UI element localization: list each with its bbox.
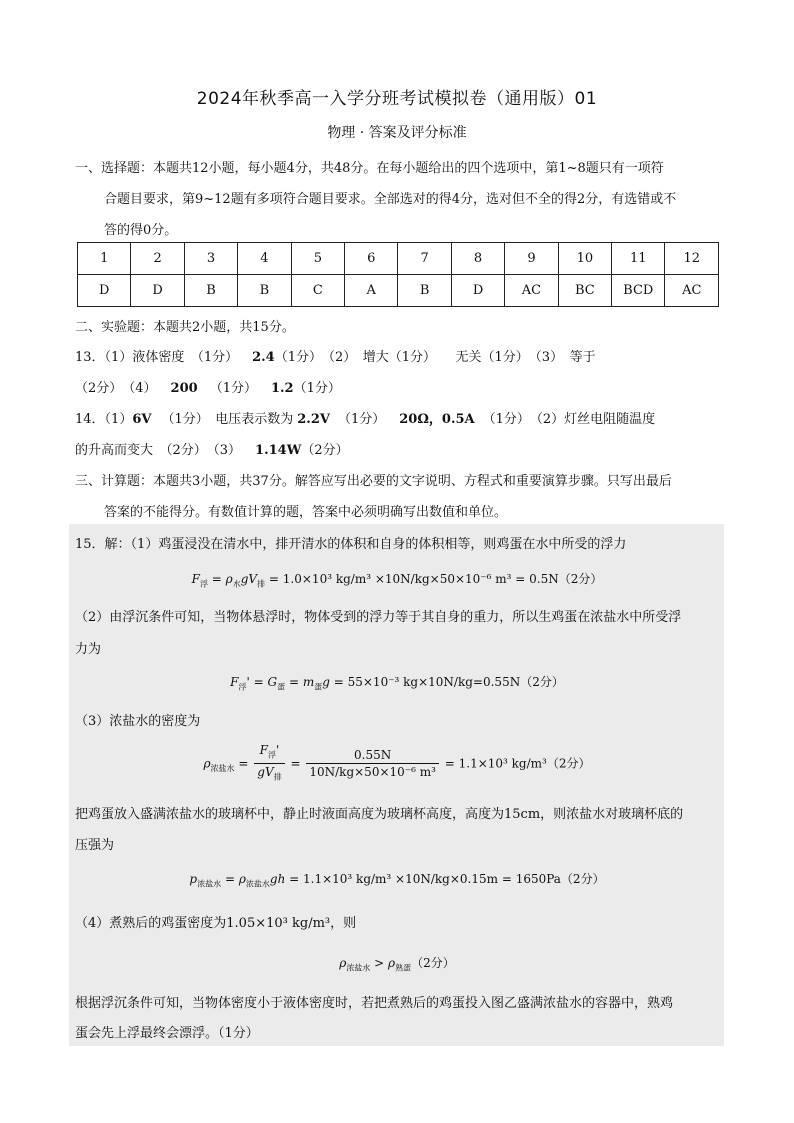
q15-step4-line1: 把鸡蛋放入盛满浓盐水的玻璃杯中，静止时液面高度为玻璃杯高度，高度为15cm，则浓盐水对玻璃杯底的 [75, 807, 684, 822]
answer-cell: D [131, 275, 184, 307]
q15-equation-1: $F_浮 = \rho_水gV_排 = 1.0\times 10^3$ kg/m³ ×10N/kg×50×10⁻⁶ m³ = 0.5N（2分） [191, 572, 603, 589]
fraction: $\frac{F_浮'}{gV_排}$ [254, 742, 284, 786]
q15-step6-line1: 根据浮沉条件可知，当物体密度小于液体密度时，若把煮熟后的鸡蛋投入图乙盛满浓盐水的容器中，熟鸡 [75, 996, 674, 1011]
q15-step3: （3）浓盐水的密度为 [75, 714, 201, 729]
q15-equation-4: $p_{浓盐水} = \rho_{浓盐水}gh = 1.1\times 10^3$ kg/m³ ×10N/kg×0.15m = 1650Pa（2分） [189, 872, 605, 889]
fraction: $\frac{0.55N}{\text{10N/kg×50×10⁻⁶ m³}}$ [306, 747, 439, 780]
question-number: 3 [184, 243, 237, 275]
q13-value: 200 [170, 381, 198, 396]
answer-cell: B [184, 275, 237, 307]
section3-line2: 答案的不能得分。有数值计算的题，答案中必须明确写出数值和单位。 [104, 505, 508, 520]
section3-line1: 三、计算题：本题共3小题，共37分。解答应写出必要的文字说明、方程式和重要演算步骤。只写出最后 [75, 474, 672, 489]
q14-value: 2.2V [297, 412, 330, 427]
q13-value: 1.2 [270, 381, 294, 396]
question-number: 2 [131, 243, 184, 275]
page-subtitle: 物理 · 答案及评分标准 [327, 125, 467, 141]
question-number: 5 [291, 243, 344, 275]
page-title: 2024年秋季高一入学分班考试模拟卷（通用版）01 [196, 89, 598, 109]
q15-equation-3: $\rho_{浓盐水}$ = $\frac{F_浮'}{gV_排}$ = $\frac{0.55N}{\text{10N/kg×50×10⁻⁶ m³}}$ = 1.1×10³ kg/m³（2分） [0, 742, 794, 786]
q15-step2-line1: （2）由浮沉条件可知，当物体悬浮时，物体受到的浮力等于其自身的重力，所以生鸡蛋在浓盐水中所受浮 [75, 610, 682, 625]
section1-line3: 答的得0分。 [104, 223, 178, 238]
question-number: 12 [665, 243, 719, 275]
q14-value: 20Ω，0.5A [399, 412, 475, 427]
q15-step5: （4）煮熟后的鸡蛋密度为1.05×10³ kg/m³，则 [75, 916, 357, 931]
q15-step6-line2: 蛋会先上浮最终会漂浮。（1分） [75, 1026, 259, 1041]
question-number: 4 [238, 243, 291, 275]
answer-table [77, 242, 719, 307]
question-number: 10 [558, 243, 611, 275]
q15-step1: 15．解：（1）鸡蛋浸没在清水中，排开清水的体积和自身的体积相等，则鸡蛋在水中所受的浮力 [75, 537, 627, 552]
answer-cell: AC [665, 275, 719, 307]
answer-table-answer-row [78, 275, 719, 307]
answer-cell: AC [505, 275, 558, 307]
question-number: 6 [345, 243, 398, 275]
answer-cell: C [291, 275, 344, 307]
question-number: 8 [451, 243, 504, 275]
answer-cell: B [398, 275, 451, 307]
q13-value: 2.4 [252, 350, 275, 365]
answer-cell: BC [558, 275, 611, 307]
q14-value: 6V [132, 412, 152, 427]
q13-line1: 13．（1）液体密度 （1分） 2.4（1分） （2） 增大（1分） 无关（1分） （3） 等于 [75, 350, 596, 365]
q15-equation-5: $\rho_{浓盐水} > \rho_{熟蛋}(2$分） [339, 956, 455, 973]
answer-table-number-row [78, 243, 719, 275]
answer-cell: D [78, 275, 131, 307]
q14-line2: 的升高而变大 （2分） （3） 1.14W（2分） [75, 443, 349, 458]
answer-cell: BCD [612, 275, 665, 307]
question-number: 7 [398, 243, 451, 275]
q14-line1: 14．（1）6V （1分） 电压表示数为 2.2V （1分） 20Ω，0.5A （1分） （2）灯丝电阻随温度 [75, 412, 656, 427]
question-number: 1 [78, 243, 131, 275]
answer-cell: B [238, 275, 291, 307]
q15-step4-line2: 压强为 [75, 838, 115, 853]
q15-step2-line2: 力为 [75, 642, 102, 657]
section2-heading: 二、实验题：本题共2小题，共15分。 [75, 320, 295, 335]
q15-equation-2: $F_浮' = G_蛋 = m_蛋g = 55\times 10^{-3}$ kg×10N/kg=0.55N（2分） [230, 675, 564, 692]
question-number: 9 [505, 243, 558, 275]
section1-line2: 合题目要求，第9~12题有多项符合题目要求。全部选对的得4分，选对但不全的得2分，有选错或不 [104, 192, 677, 207]
question-number: 11 [612, 243, 665, 275]
q14-value: 1.14W [255, 443, 302, 458]
answer-cell: D [451, 275, 504, 307]
answer-cell: A [345, 275, 398, 307]
q13-line2: （2分） （4） 200 （1分） 1.2（1分） [75, 381, 341, 396]
section1-line1: 一、选择题：本题共12小题，每小题4分，共48分。在每小题给出的四个选项中，第1~8题只有一项符 [75, 161, 664, 176]
